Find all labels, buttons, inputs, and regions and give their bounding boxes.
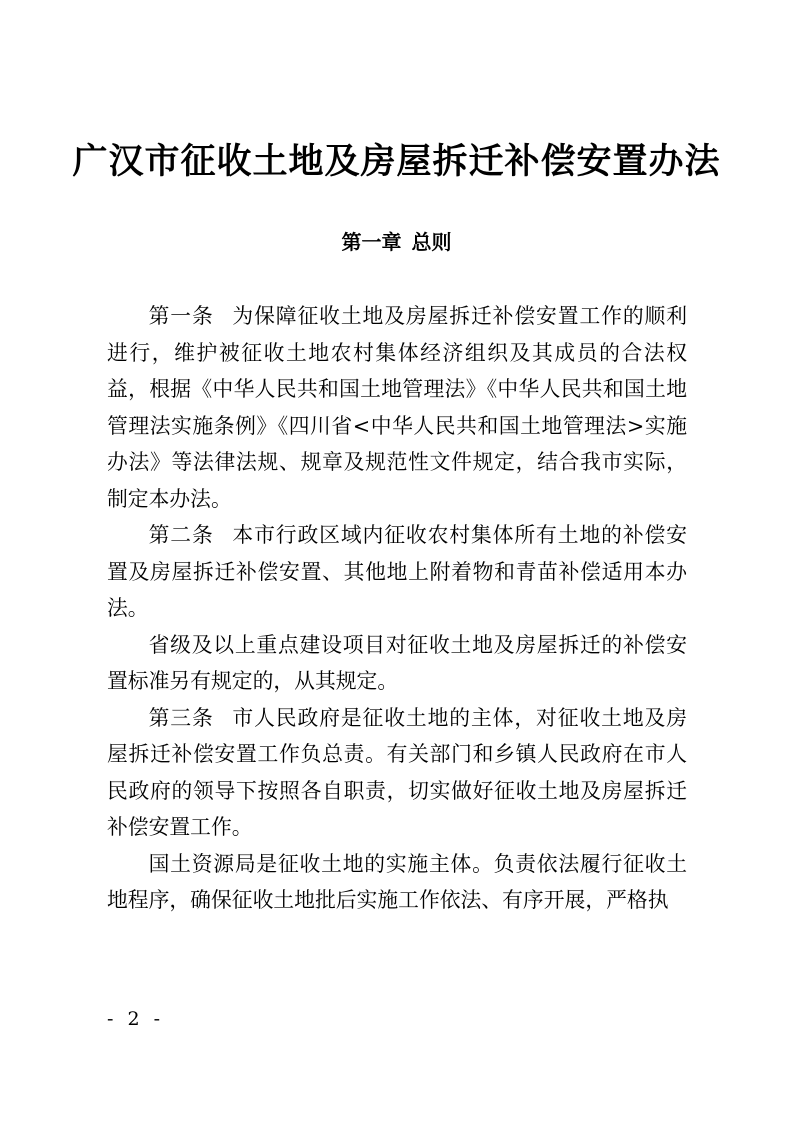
document-body [107,298,687,919]
article-number: 第三条 [148,705,214,730]
article-3-paragraph [107,700,687,846]
article-text: 市人民政府是征收土地的主体，对征收土地及房屋拆迁补偿安置工作负总责。有关部门和乡镇人民政府在市人民政府的领导下按照各自职责，切实做好征收土地及房屋拆迁补偿安置工作。 [107,705,688,839]
article-number: 第一条 [148,304,214,328]
article-text: 为保障征收土地及房屋拆迁补偿安置工作的顺利进行，维护被征收土地农村集体经济组织及其成员的合法权益，根据《中华人民共和国土地管理法》《中华人民共和国土地管理法实施条例》《四川省<中华人民共和国土地管理法>实施办法》等法律法规、规章及规范性文件规定，结合我市实际，制定本办法。 [107,304,688,511]
chapter-name: 总则 [411,230,452,254]
article-number: 第二条 [148,523,214,547]
chapter-heading [0,227,793,257]
document-title: 广汉市征收土地及房屋拆迁补偿安置办法 [72,141,721,182]
article-3-continuation-paragraph [107,846,687,919]
article-1-paragraph [107,298,687,517]
paragraph-text: 国土资源局是征收土地的实施主体。负责依法履行征收土地程序，确保征收土地批后实施工作依法、有序开展，严格执 [107,851,687,912]
chapter-number: 第一章 [341,230,402,254]
article-text: 本市行政区域内征收农村集体所有土地的补偿安置及房屋拆迁补偿安置、其他地上附着物和青苗补偿适用本办法。 [107,523,688,620]
article-2-continuation-paragraph [107,627,687,700]
paragraph-text: 省级及以上重点建设项目对征收土地及房屋拆迁的补偿安置标准另有规定的，从其规定。 [107,632,687,693]
article-2-paragraph [107,517,687,627]
page-number: - 2 - [107,1008,165,1030]
